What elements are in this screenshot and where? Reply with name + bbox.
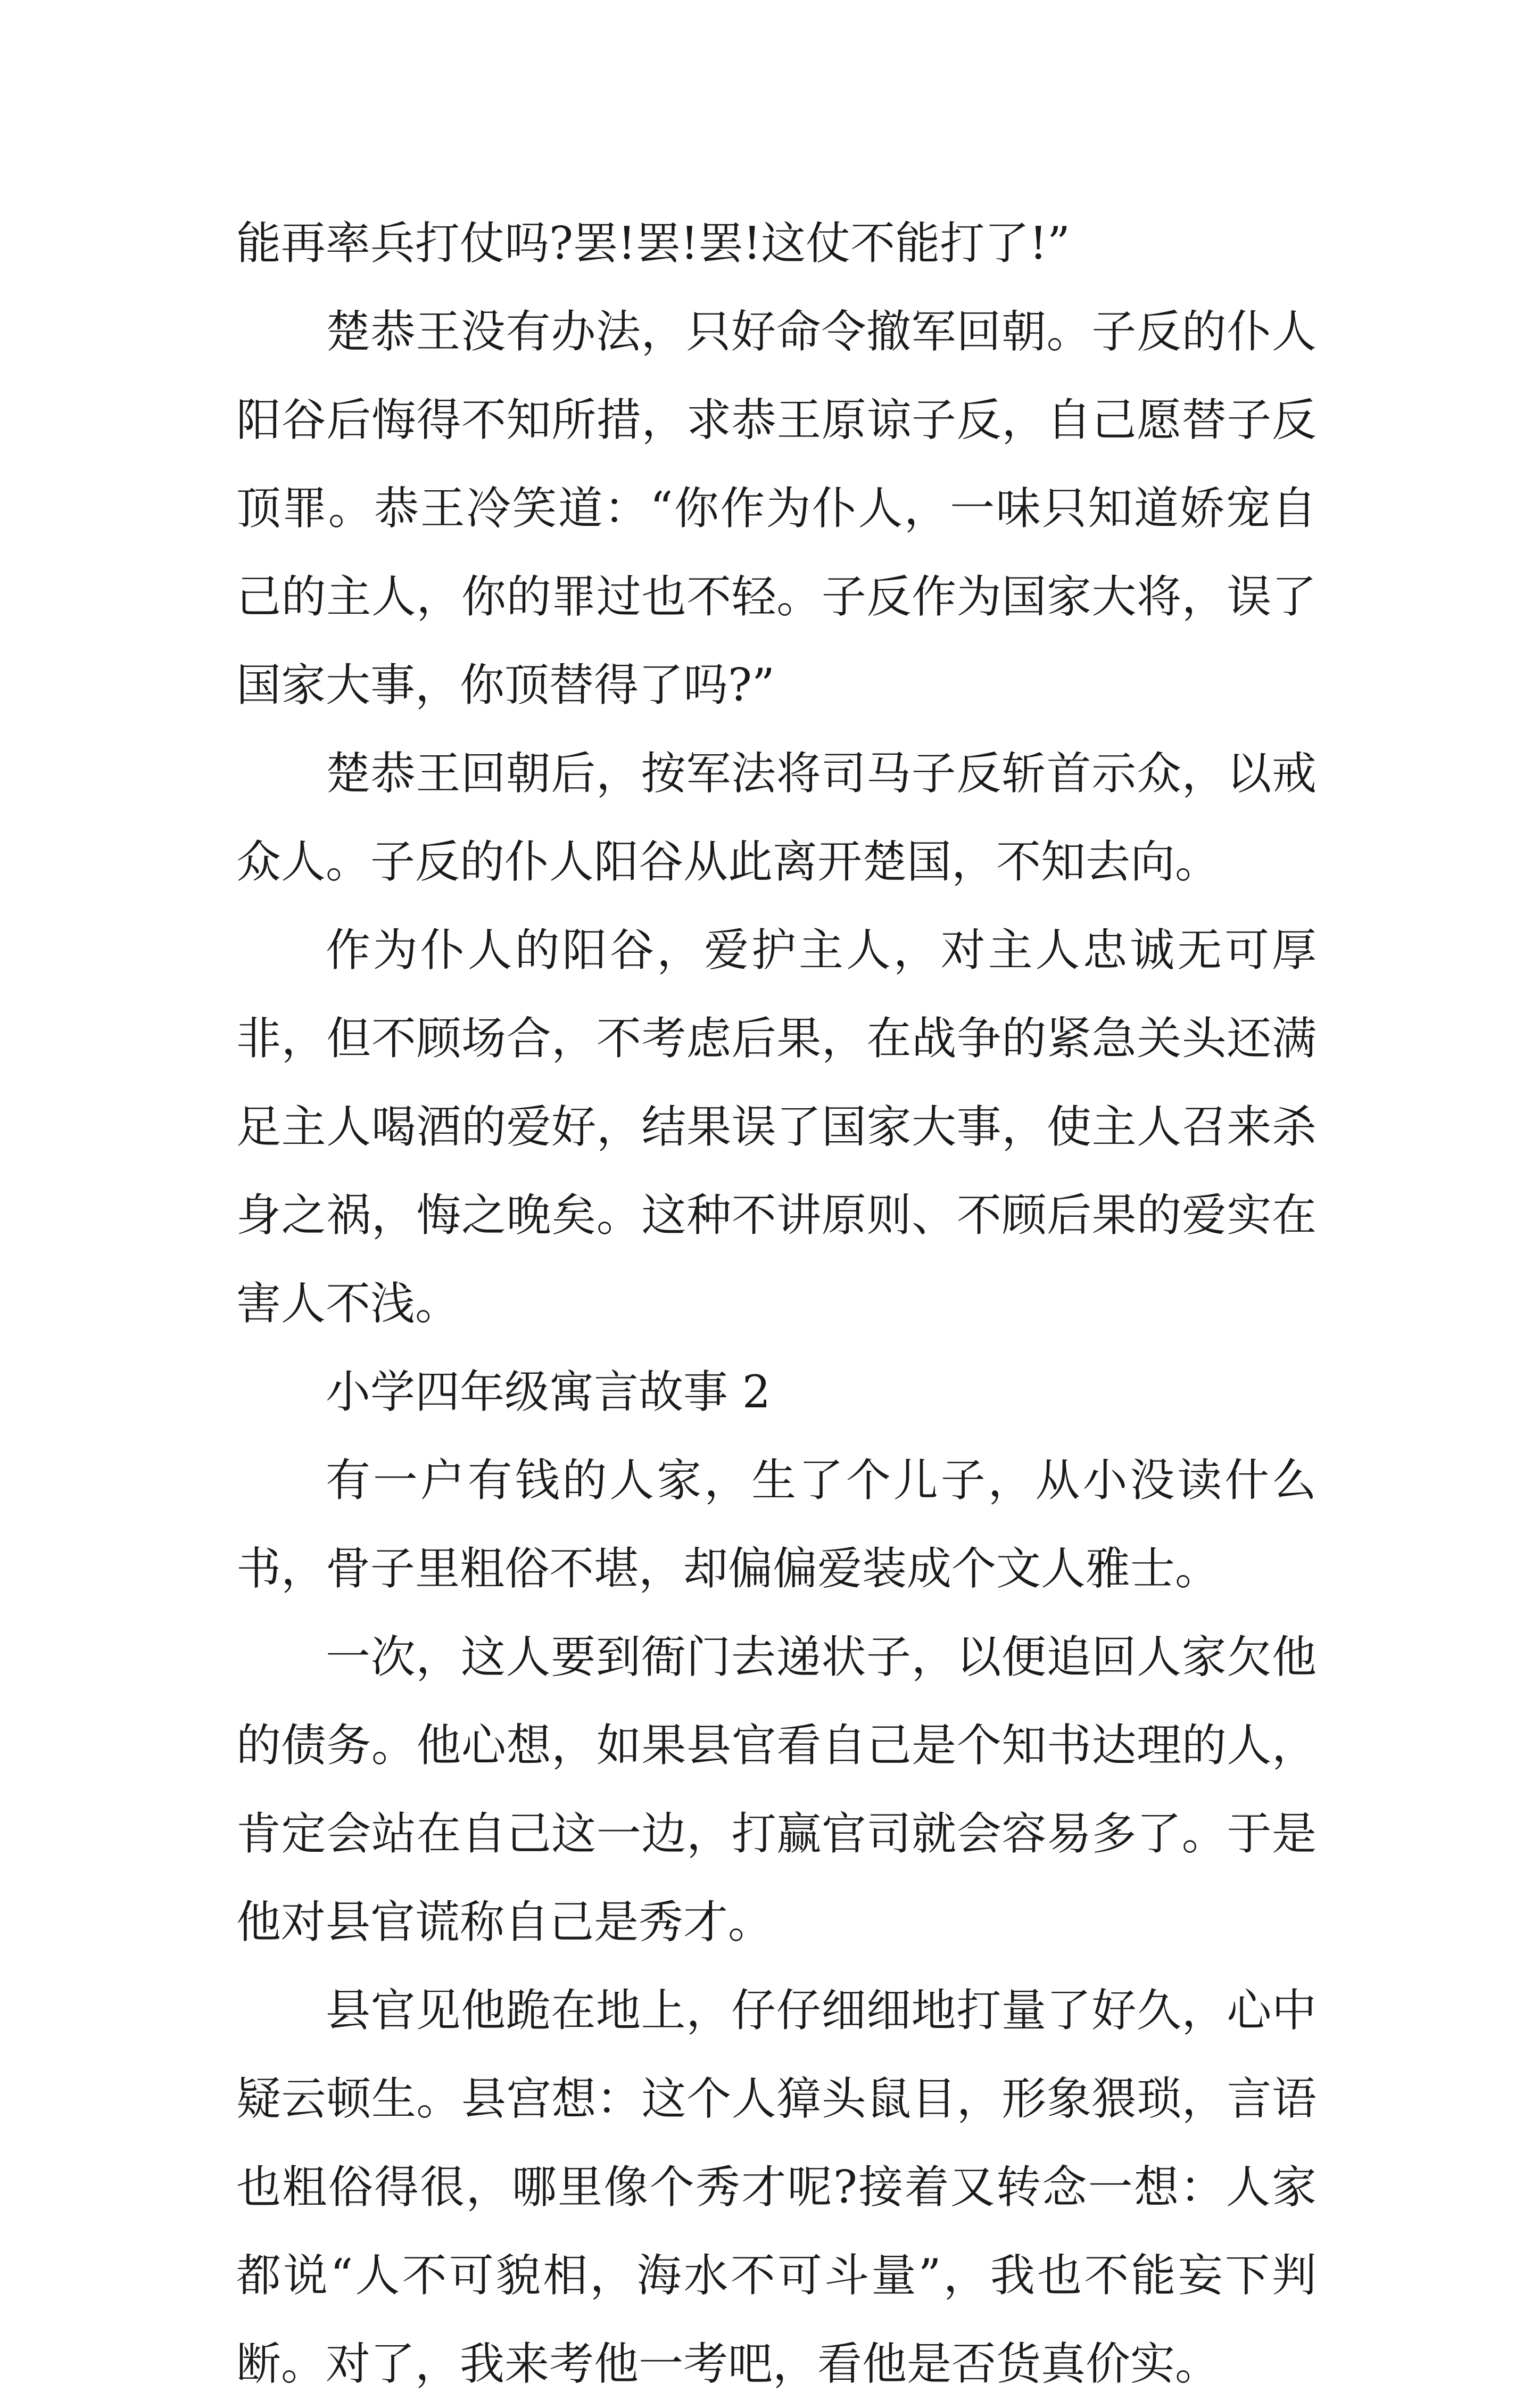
document-body [236,199,1317,2408]
paragraph: 作为仆人的阳谷，爱护主人，对主人忠诚无可厚非，但不顾场合，不考虑后果，在战争的紧急关头还满足主人喝酒的爱好，结果误了国家大事，使主人召来杀身之祸，悔之晚矣。这种不讲原则、不顾后果的爱实在害人不浅。 [236,924,1317,1330]
section-heading: 小学四年级寓言故事 2 [326,1366,771,1418]
paragraph: 楚恭王回朝后，按军法将司马子反斩首示众，以戒众人。子反的仆人阳谷从此离开楚国，不知去向。 [236,747,1317,888]
paragraph-continued: 能再率兵打仗吗?罢!罢!罢!这仗不能打了!” [236,217,1071,269]
paragraph: 一次，这人要到衙门去递状子，以便追回人家欠他的债务。他心想，如果县官看自己是个知书达理的人，肯定会站在自己这一边，打赢官司就会容易多了。于是他对县官谎称自己是秀才。 [236,1631,1317,1948]
paragraph: 有一户有钱的人家，生了个儿子，从小没读什么书，骨子里粗俗不堪，却偏偏爱装成个文人雅士。 [236,1454,1317,1595]
paragraph: 县官见他跪在地上，仔仔细细地打量了好久，心中疑云顿生。县宫想：这个人獐头鼠目，形象猥琐，言语也粗俗得很，哪里像个秀才呢?接着又转念一想：人家都说“人不可貌相，海水不可斗量”，我也不能妄下判断。对了，我来考他一考吧，看他是否货真价实。 [236,1984,1317,2390]
paragraph: 楚恭王没有办法，只好命令撤军回朝。子反的仆人阳谷后悔得不知所措，求恭王原谅子反，自己愿替子反顶罪。恭王冷笑道：“你作为仆人，一味只知道娇宠自己的主人，你的罪过也不轻。子反作为国家大将，误了国家大事，你顶替得了吗?” [236,306,1317,711]
